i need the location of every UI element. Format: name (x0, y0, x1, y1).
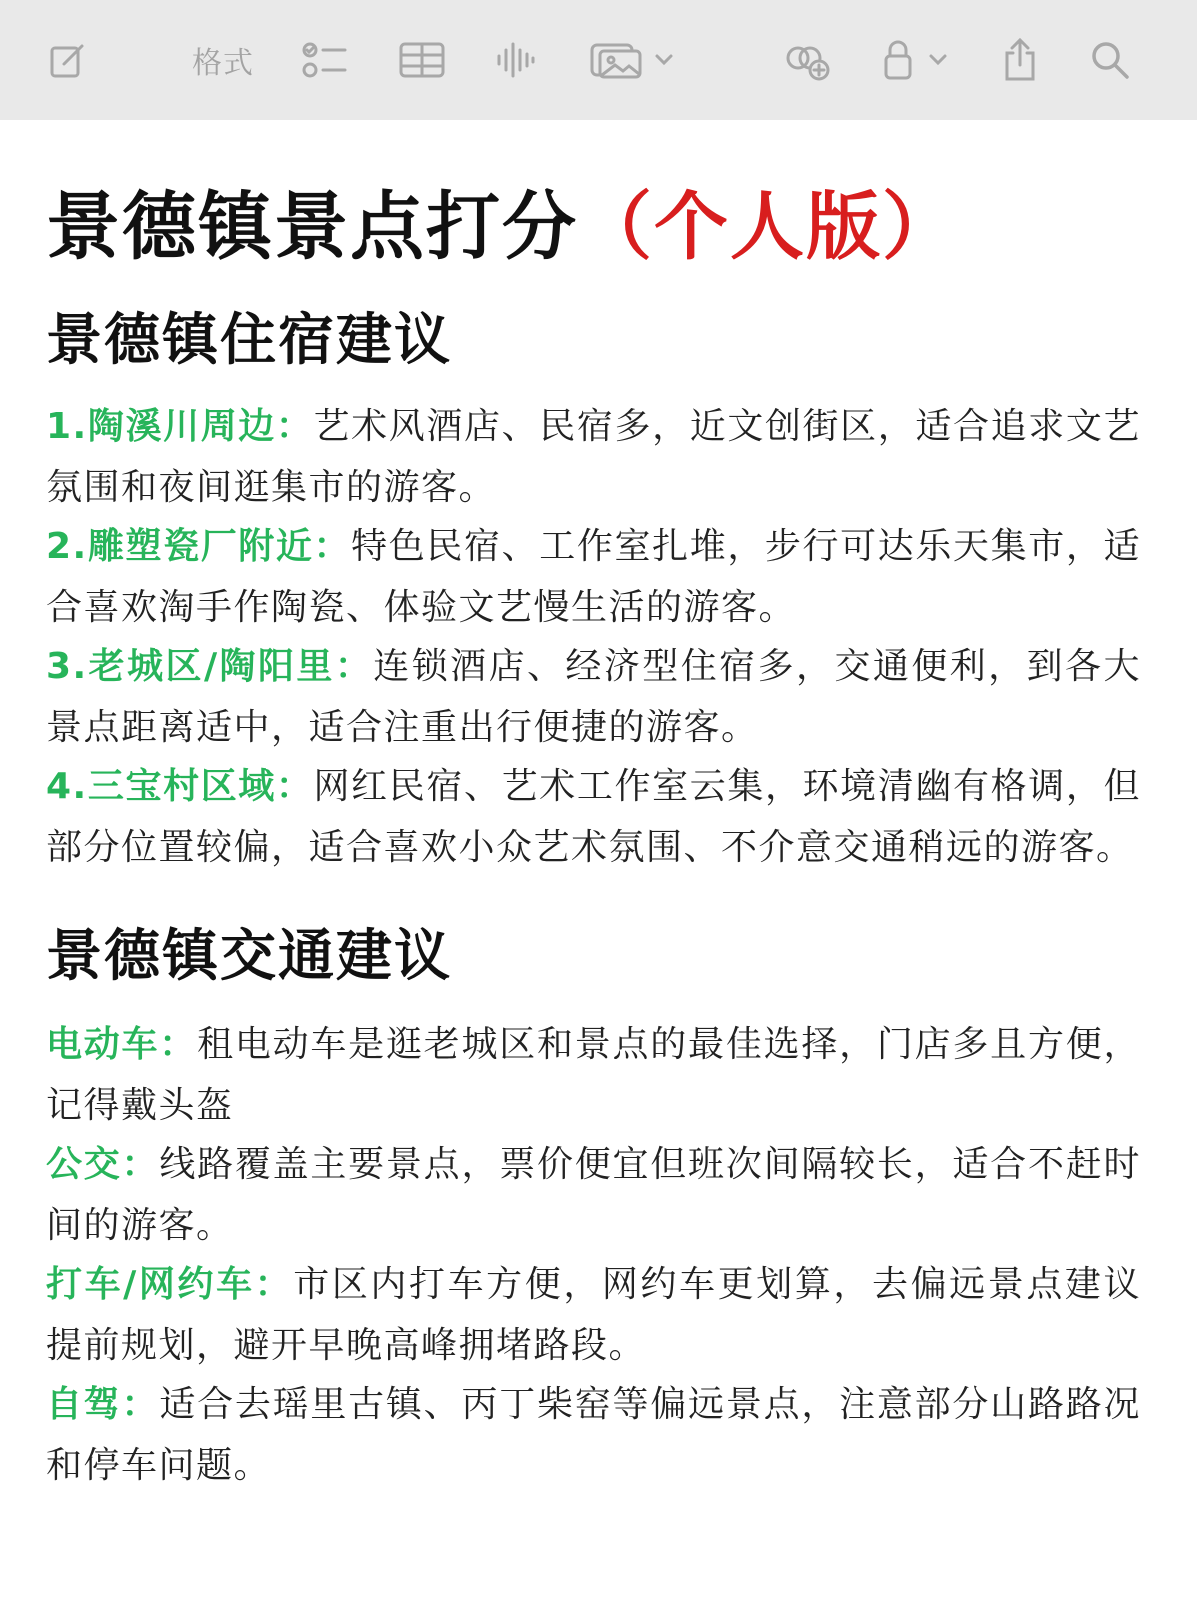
audio-waveform-icon[interactable] (494, 36, 536, 84)
title-main: 景德镇景点打分 (46, 184, 578, 270)
lodging-item-text: 连锁酒店、经济型住宿多，交通便利，到各大景点距离适中，适合注重出行便捷的游客。 (46, 646, 1141, 748)
transport-item (46, 1014, 1141, 1136)
page-title (46, 168, 958, 274)
transport-item-lead: 电动车： (46, 1024, 198, 1065)
transport-heading: 景德镇交通建议 (46, 924, 452, 989)
transport-item-lead: 打车/网约车： (46, 1264, 294, 1305)
transport-item (46, 1374, 1141, 1496)
transport-item-lead: 公交： (46, 1144, 160, 1185)
lock-icon[interactable] (880, 36, 916, 84)
share-icon[interactable] (1000, 36, 1040, 84)
lodging-item-lead: 4.三宝村区域： (46, 766, 314, 807)
transport-item-text: 适合去瑶里古镇、丙丁柴窑等偏远景点，注意部分山路路况和停车问题。 (46, 1384, 1141, 1486)
lodging-item-lead: 1.陶溪川周边： (46, 406, 314, 447)
compose-icon[interactable] (46, 36, 90, 84)
table-icon[interactable] (396, 36, 448, 84)
lodging-heading: 景德镇住宿建议 (46, 308, 452, 373)
collaborate-icon[interactable] (782, 36, 832, 84)
chevron-down-icon[interactable] (652, 36, 676, 84)
chevron-down-icon[interactable] (926, 36, 950, 84)
lodging-item-text: 艺术风酒店、民宿多，近文创街区，适合追求文艺氛围和夜间逛集市的游客。 (46, 406, 1141, 508)
lodging-item-lead: 2.雕塑瓷厂附近： (46, 526, 352, 567)
lodging-item (46, 756, 1141, 878)
checklist-icon[interactable] (300, 36, 350, 84)
search-icon[interactable] (1088, 36, 1132, 84)
transport-item (46, 1134, 1141, 1256)
lodging-item (46, 516, 1141, 638)
transport-item-text: 线路覆盖主要景点，票价便宜但班次间隔较长，适合不赶时间的游客。 (46, 1144, 1141, 1246)
lodging-item-text: 网红民宿、艺术工作室云集，环境清幽有格调，但部分位置较偏，适合喜欢小众艺术氛围、不介意交通稍远的游客。 (46, 766, 1141, 868)
transport-item-text: 租电动车是逛老城区和景点的最佳选择，门店多且方便，记得戴头盔 (46, 1024, 1141, 1126)
lodging-item (46, 636, 1141, 758)
lodging-item-lead: 3.老城区/陶阳里： (46, 646, 374, 687)
notes-toolbar (0, 0, 1197, 120)
title-accent: （个人版） (578, 184, 958, 270)
lodging-item-text: 特色民宿、工作室扎堆，步行可达乐天集市，适合喜欢淘手作陶瓷、体验文艺慢生活的游客。 (46, 526, 1141, 628)
format-button[interactable]: 格式 (192, 46, 254, 81)
transport-item (46, 1254, 1141, 1376)
media-icon[interactable] (588, 36, 644, 84)
transport-item-lead: 自驾： (46, 1384, 160, 1425)
lodging-item (46, 396, 1141, 518)
transport-item-text: 市区内打车方便，网约车更划算，去偏远景点建议提前规划，避开早晚高峰拥堵路段。 (46, 1264, 1141, 1366)
